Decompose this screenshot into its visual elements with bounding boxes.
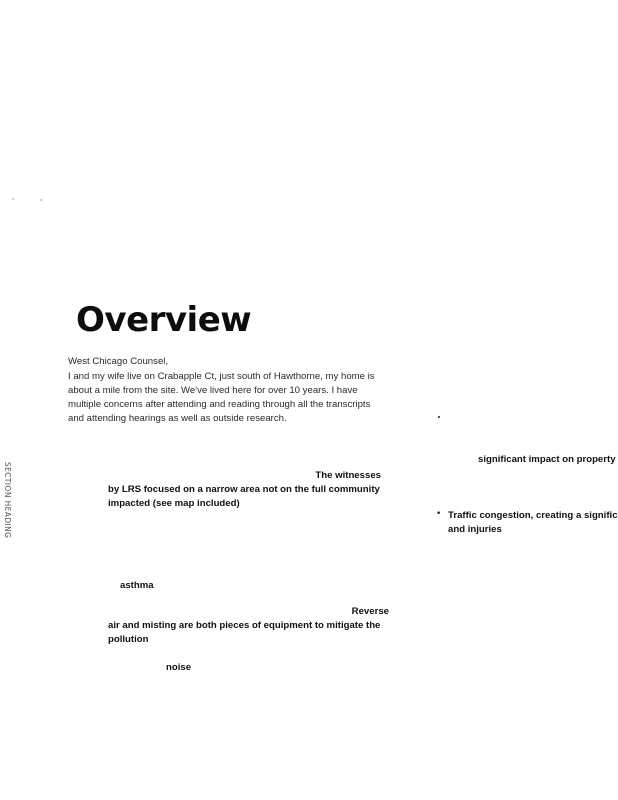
property-impact-note: significant impact on property: [478, 454, 616, 465]
witnesses-line: impacted (see map included): [108, 498, 240, 509]
reverse-line: pollution: [108, 634, 149, 645]
page-title: Overview: [76, 300, 252, 340]
witnesses-lead: The witnesses: [315, 470, 381, 481]
reverse-lead: Reverse: [351, 606, 389, 617]
noise-note: noise: [166, 662, 192, 673]
letter-paragraph-line: about a mile from the site. We've lived here for over 10 years. I have: [68, 385, 358, 396]
bullet-dot: [438, 416, 440, 418]
letter-paragraph-line: multiple concerns after attending and reading through all the transcripts: [68, 399, 371, 410]
traffic-note-line: Traffic congestion, creating a signific: [448, 510, 618, 521]
bullet-icon: •: [436, 509, 442, 519]
letter-paragraph-line: I and my wife live on Crabapple Ct, just south of Hawthorne, my home is: [68, 371, 375, 382]
witnesses-line: by LRS focused on a narrow area not on the full community: [108, 484, 380, 495]
side-section-label: SECTION HEADING: [3, 462, 12, 539]
asthma-note: asthma: [120, 580, 154, 591]
traffic-note-line: and injuries: [448, 524, 502, 535]
scan-speck: [40, 199, 42, 201]
letter-paragraph-line: and attending hearings as well as outside research.: [68, 413, 287, 424]
letter-salutation: West Chicago Counsel,: [68, 356, 169, 367]
reverse-line: air and misting are both pieces of equipment to mitigate the: [108, 620, 381, 631]
scan-speck: [12, 198, 14, 200]
